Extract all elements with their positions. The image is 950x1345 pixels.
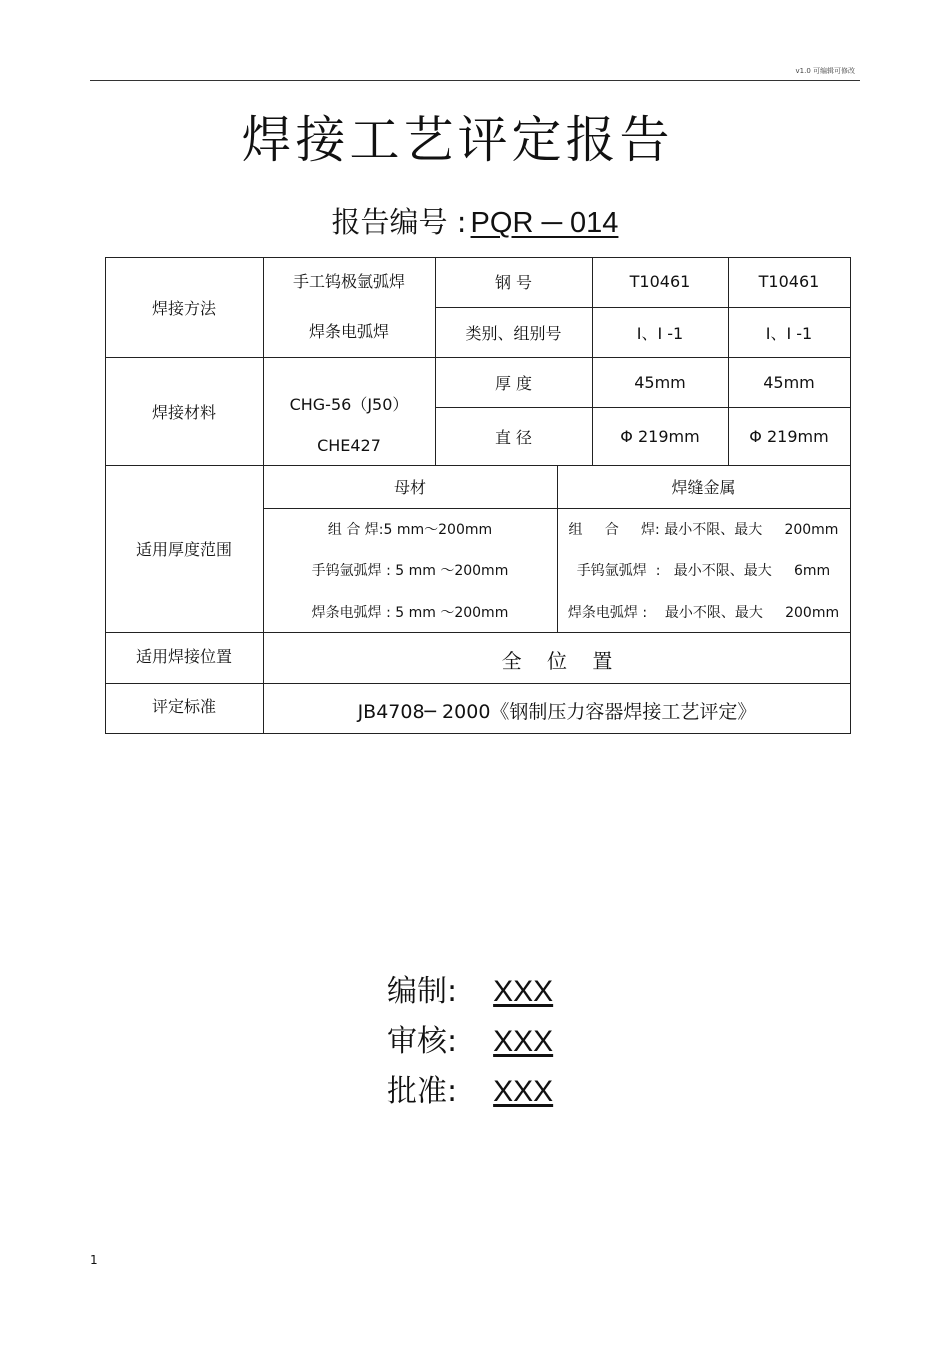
welding-material-label: 焊接材料 <box>151 402 216 422</box>
thickness-b: 45mm <box>763 372 815 392</box>
standard-value: JB4708─ 2000《钢制压力容器焊接工艺评定》 <box>357 700 757 723</box>
row-divider <box>435 407 851 408</box>
steel-grade-a: T10461 <box>629 271 691 291</box>
weld-range-smaw: 焊条电弧焊 : 最小不限、最大 200mm <box>567 605 840 621</box>
thickness-label: 厚 度 <box>494 373 533 393</box>
welding-material-2: CHE427 <box>317 435 381 455</box>
table-border-bottom <box>105 733 851 734</box>
prepared-value: XXX <box>493 975 554 1008</box>
diameter-a: Φ 219mm <box>620 426 700 446</box>
welding-position-label: 适用焊接位置 <box>135 646 232 666</box>
report-number-label: 报告编号 : <box>331 205 467 239</box>
steel-grade-label: 钢 号 <box>494 272 533 292</box>
page-number: 1 <box>90 1253 98 1267</box>
report-number-line <box>0 200 950 241</box>
prepared-label: 编制: <box>387 974 458 1009</box>
base-range-smaw: 焊条电弧焊 : 5 mm ～200mm <box>311 605 509 621</box>
weld-metal-header: 焊缝金属 <box>671 478 736 497</box>
reviewed-value: XXX <box>493 1025 554 1058</box>
thickness-a: 45mm <box>634 372 686 392</box>
signature-approved <box>387 1066 559 1110</box>
version-note: v1.0 可编辑可修改 <box>795 67 855 75</box>
base-range-tig: 手钨氩弧焊 : 5 mm ～200mm <box>311 563 509 579</box>
approved-value: XXX <box>493 1075 554 1108</box>
class-group-label: 类别、组别号 <box>465 324 562 343</box>
report-number-value: PQR ─ 014 <box>470 207 619 239</box>
approved-label: 批准: <box>387 1074 458 1109</box>
diameter-b: Φ 219mm <box>749 426 829 446</box>
welding-position-value: 全 位 置 <box>501 648 613 673</box>
welding-method-label: 焊接方法 <box>151 298 216 318</box>
document-title: 焊接工艺评定报告 <box>241 111 674 169</box>
base-range-combined: 组 合 焊:5 mm～200mm <box>327 522 493 538</box>
signature-prepared <box>387 966 559 1010</box>
signature-reviewed <box>387 1016 559 1060</box>
diameter-label: 直 径 <box>494 427 533 447</box>
row-divider <box>435 307 851 308</box>
base-metal-header: 母材 <box>393 478 426 497</box>
class-group-a: Ⅰ、Ⅰ -1 <box>636 324 684 343</box>
reviewed-label: 审核: <box>387 1024 458 1059</box>
weld-range-combined: 组 合 焊: 最小不限、最大 200mm <box>568 522 839 538</box>
welding-material-1: CHG-56（J50） <box>289 394 409 414</box>
thickness-range-label: 适用厚度范围 <box>135 540 232 559</box>
welding-method-1: 手工钨极氩弧焊 <box>292 271 405 291</box>
header-divider <box>90 80 860 81</box>
weld-range-tig: 手钨氩弧焊 : 最小不限、最大 6mm <box>576 563 831 579</box>
steel-grade-b: T10461 <box>758 271 820 291</box>
welding-method-2: 焊条电弧焊 <box>308 321 389 341</box>
standard-label: 评定标准 <box>151 696 216 716</box>
class-group-b: Ⅰ、Ⅰ -1 <box>765 324 813 343</box>
